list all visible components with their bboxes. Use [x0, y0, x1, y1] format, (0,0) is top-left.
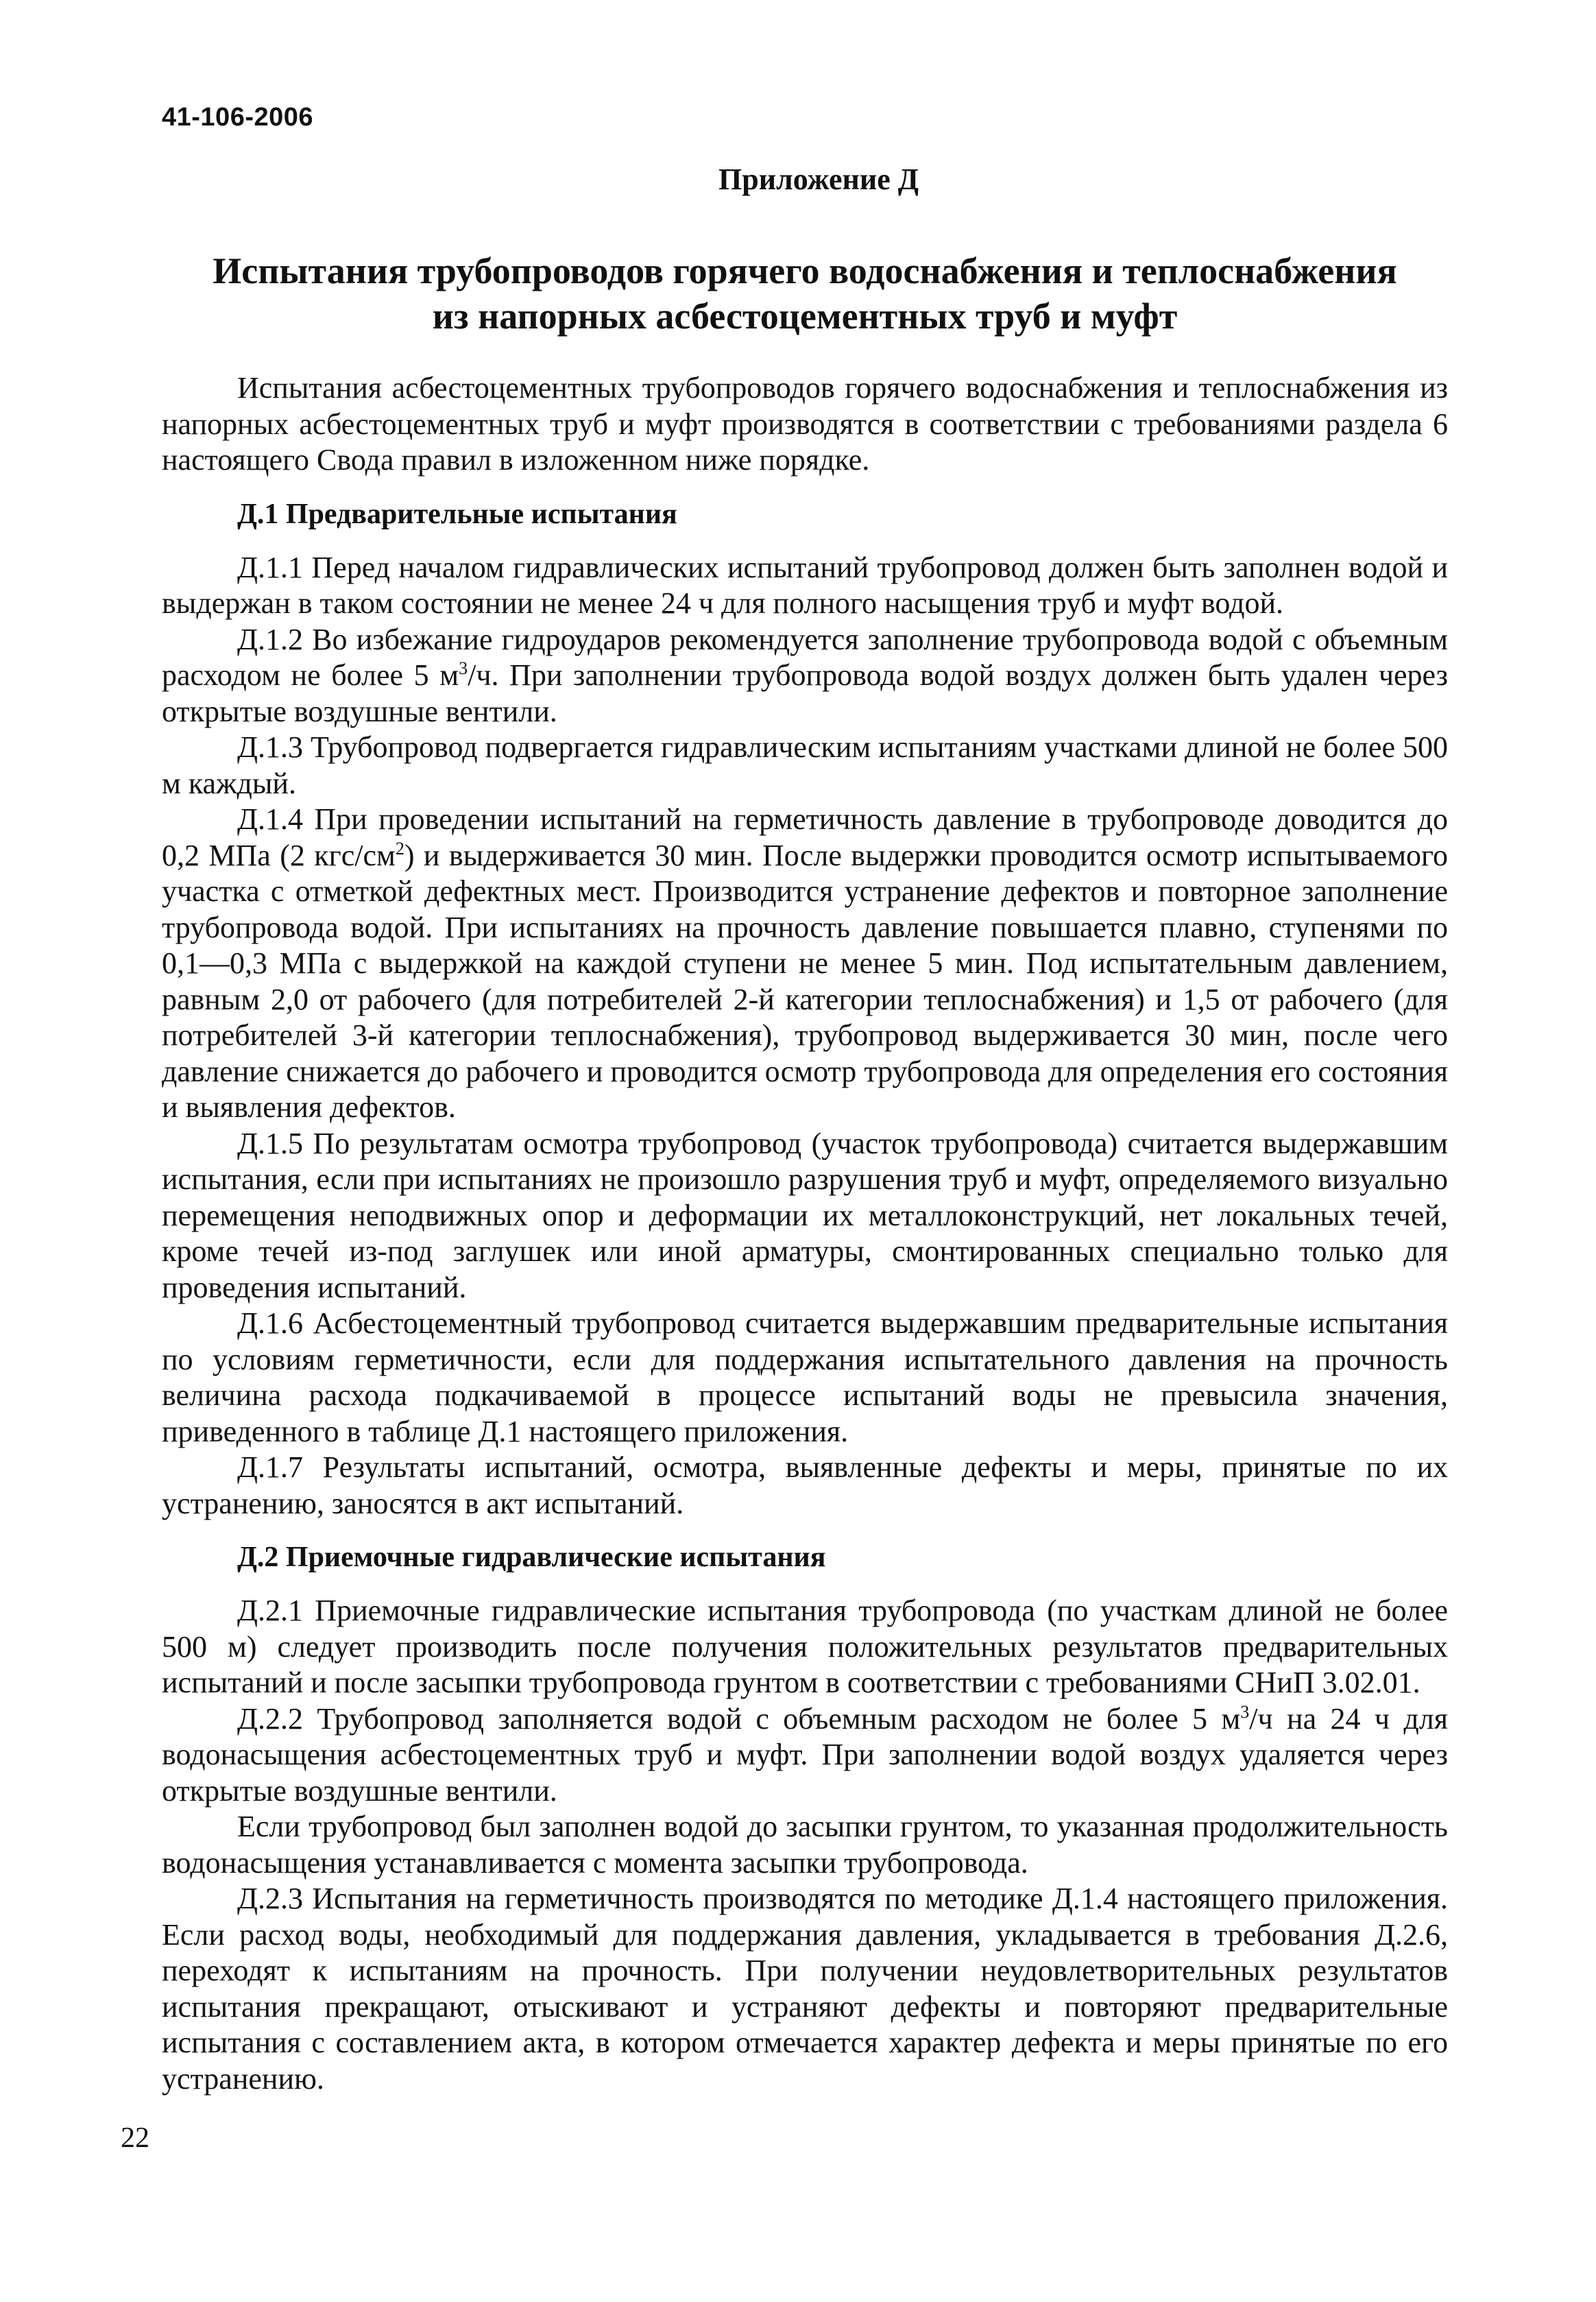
superscript: 3: [1240, 1701, 1250, 1722]
document-code: 41-106-2006: [162, 103, 314, 132]
paragraph-text: Д.2.2 Трубопровод заполняется водой с объемным расходом не более 5 м: [237, 1701, 1241, 1736]
paragraph-text: Д.1.4 При проведении испытаний на герметичность давление в трубопроводе доводится до 0,2 МПа (2 кгс/см: [162, 802, 1448, 872]
paragraph-text: ) и выдерживается 30 мин. После выдержки проводится осмотр испытываемого участка с отметкой дефектных мест. Производится устранение дефектов и повторное заполнение трубопровода водой. При испытаниях на прочность давление повышается плавно, ступенями по 0,1—0,3 МПа с выдержкой на каждой ступени не менее 5 мин. Под испытательным давлением, равным 2,0 от рабочего (для потребителей 2-й категории теплоснабжения) и 1,5 от рабочего (для потребителей 3-й категории теплоснабжения), трубопровод выдерживается 30 мин, после чего давление снижается до рабочего и проводится осмотр трубопровода для определения его состояния и выявления дефектов.: [162, 838, 1448, 1124]
document-body: [162, 370, 1448, 2097]
intro-paragraph: Испытания асбестоцементных трубопроводов горячего водоснабжения и теплоснабжения из напорных асбестоцементных труб и муфт производятся в соответствии с требованиями раздела 6 настоящего Свода правил в изложенном ниже порядке.: [162, 371, 1448, 477]
paragraph-d-2-2: [162, 1701, 1448, 1810]
paragraph-d-2-1: Д.2.1 Приемочные гидравлические испытания трубопровода (по участкам длиной не более 500 м) следует производить после получения положительных результатов предварительных испытаний и после засыпки трубопровода грунтом в соответствии с требованиями СНиП 3.02.01.: [162, 1594, 1448, 1699]
title-line-1: Испытания трубопроводов горячего водоснабжения и теплоснабжения: [213, 250, 1397, 291]
paragraph-text: /ч. При заполнении трубопровода водой воздух должен быть удален через открытые воздушные вентили.: [162, 658, 1448, 728]
paragraph-d-2-3: Д.2.3 Испытания на герметичность производятся по методике Д.1.4 настоящего приложения. Если расход воды, необходимый для поддержания давления, укладывается в требования Д.2.6, переходят к испытаниям на прочность. При получении неудовлетворительных результатов испытания прекращают, отыскивают и устраняют дефекты и повторяют предварительные испытания с составлением акта, в котором отмечается характер дефекта и меры принятые по его устранению.: [162, 1882, 1448, 2096]
paragraph-d-2-2-note: Если трубопровод был заполнен водой до засыпки грунтом, то указанная продолжительность водонасыщения устанавливается с момента засыпки трубопровода.: [162, 1810, 1448, 1880]
paragraph-text: /ч на 24 ч для водонасыщения асбестоцементных труб и муфт. При заполнении водой воздух удаляется через открытые воздушные вентили.: [162, 1701, 1448, 1808]
paragraph-d-1-7: Д.1.7 Результаты испытаний, осмотра, выявленные дефекты и меры, принятые по их устранению, заносятся в акт испытаний.: [162, 1450, 1448, 1520]
paragraph-text: Д.1.2 Во избежание гидроударов рекомендуется заполнение трубопровода водой с объемным расходом не более 5 м: [162, 622, 1448, 692]
page-number: 22: [121, 2122, 149, 2154]
superscript: 3: [459, 658, 468, 678]
paragraph-d-1-2: [162, 622, 1448, 730]
appendix-label: Приложение Д: [718, 163, 919, 196]
document-title: [162, 248, 1448, 339]
superscript: 2: [395, 838, 404, 859]
paragraph-d-1-6: Д.1.6 Асбестоцементный трубопровод считается выдержавшим предварительные испытания по условиям герметичности, если для поддержания испытательного давления на прочность величина расхода подкачиваемой в процессе испытаний воды не превысила значения, приведенного в таблице Д.1 настоящего приложения.: [162, 1306, 1448, 1448]
paragraph-d-1-1: Д.1.1 Перед началом гидравлических испытаний трубопровод должен быть заполнен водой и выдержан в таком состоянии не менее 24 ч для полного насыщения труб и муфт водой.: [162, 550, 1448, 620]
paragraph-d-1-5: Д.1.5 По результатам осмотра трубопровод (участок трубопровода) считается выдержавшим испытания, если при испытаниях не произошло разрушения труб и муфт, определяемого визуально перемещения неподвижных опор и деформации их металлоконструкций, нет локальных течей, кроме течей из-под заглушек или иной арматуры, смонтированных специально только для проведения испытаний.: [162, 1126, 1448, 1304]
paragraph-d-1-3: Д.1.3 Трубопровод подвергается гидравлическим испытаниям участками длиной не более 500 м каждый.: [162, 730, 1448, 800]
paragraph-d-1-4: [162, 802, 1448, 1126]
section-heading-d2: Д.2 Приемочные гидравлические испытания: [237, 1542, 826, 1573]
title-line-2: из напорных асбестоцементных труб и муфт: [432, 296, 1178, 337]
section-heading-d1: Д.1 Предварительные испытания: [237, 498, 677, 530]
